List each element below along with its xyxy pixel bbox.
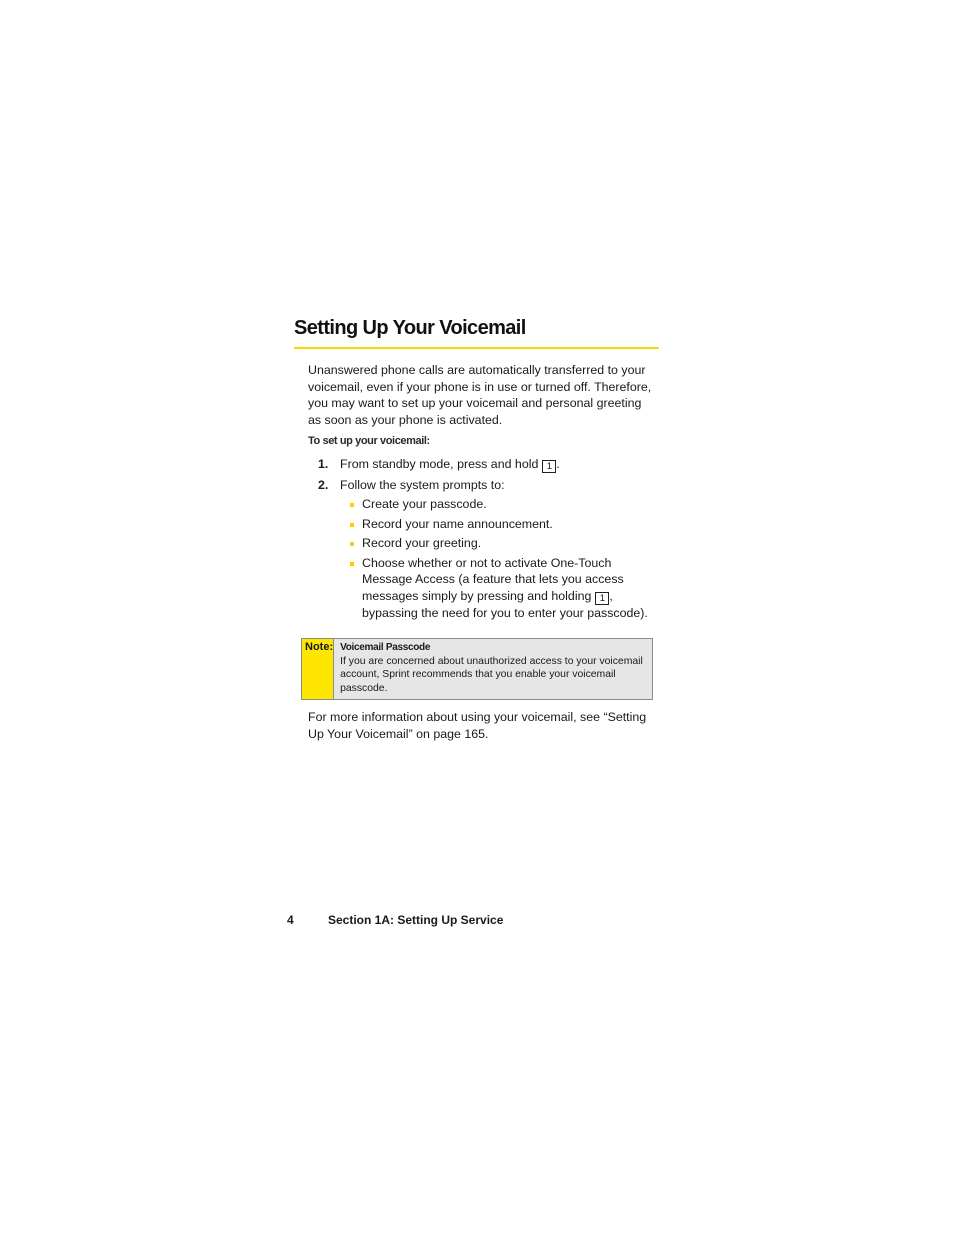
more-info-paragraph: For more information about using your voicemail, see “Setting Up Your Voicemail” on page 165. — [308, 710, 647, 741]
procedure-heading: To set up your voicemail: — [308, 435, 430, 447]
list-item-text: Create your passcode. — [362, 497, 487, 511]
section-footer: Section 1A: Setting Up Service — [328, 913, 504, 927]
note-text: If you are concerned about unauthorized access to your voicemail account, Sprint recommends that you enable your voicemail passcode. — [340, 655, 643, 694]
step-number: 2. — [318, 478, 329, 492]
key-1-icon: 1 — [542, 460, 556, 473]
prompt-list — [348, 496, 663, 624]
key-1-icon: 1 — [595, 592, 609, 605]
bullet-icon — [350, 542, 354, 546]
note-content — [334, 639, 652, 699]
note-title: Voicemail Passcode — [340, 642, 431, 653]
bullet-icon — [350, 562, 354, 566]
list-item — [348, 555, 663, 622]
step-text-end: . — [556, 457, 560, 471]
list-item-text: Choose whether or not to activate One-Touch Message Access (a feature that lets you access messages simply by pressing and holding — [362, 555, 624, 603]
list-item — [348, 535, 663, 552]
list-item-text: Record your name announcement. — [362, 516, 553, 531]
intro-paragraph: Unanswered phone calls are automatically transferred to your voicemail, even if your phone is in use or turned off. Therefore, you may want to set up your voicemail and personal greeting as soon as your phone is activated. — [308, 363, 652, 427]
list-item-text: Record your greeting. — [362, 536, 482, 550]
list-item-text-end: , bypassing the need for you to enter your passcode). — [362, 588, 648, 620]
note-box — [301, 638, 653, 700]
note-label: Note: — [302, 639, 334, 699]
step-text: Follow the system prompts to: — [340, 478, 505, 492]
bullet-icon — [350, 523, 354, 527]
page-number: 4 — [287, 913, 294, 927]
list-item — [348, 516, 663, 533]
page-title: Setting Up Your Voicemail — [294, 314, 659, 349]
list-item — [348, 496, 663, 513]
step-number: 1. — [318, 457, 329, 471]
bullet-icon — [350, 503, 354, 507]
step-text: From standby mode, press and hold — [340, 457, 539, 471]
